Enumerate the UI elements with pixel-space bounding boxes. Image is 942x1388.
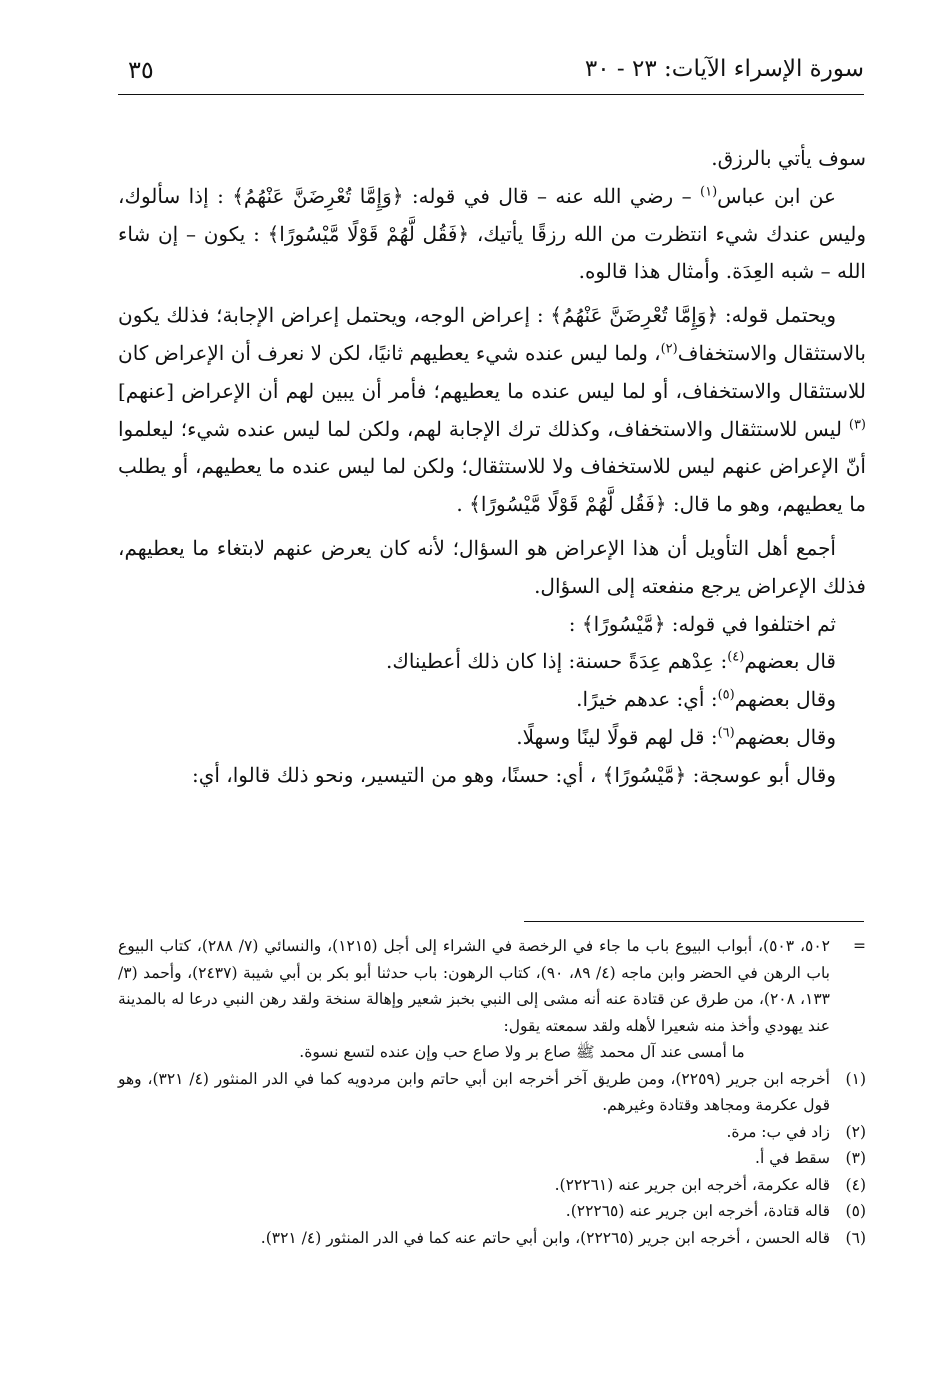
footnote-ref-1[interactable]: (١) (700, 184, 718, 200)
main-text (118, 140, 866, 795)
footnote-3 (118, 1145, 866, 1172)
text: عن ابن عباس (717, 183, 836, 208)
page-header (118, 50, 864, 95)
text: وقال بعضهم (734, 687, 836, 712)
footnote-1 (118, 1066, 866, 1119)
text: ، ولما ليس عنده شيء يعطيهم ثانيًا، لكن لا نعرف أن الإعراض كان للاستثقال والاستخفاف، أو لما ليس عنده ما يعطيهم؛ فأمر أن يبين لهم أن الإعراض [عنهم] (118, 340, 866, 403)
paragraph-4 (118, 530, 866, 606)
footnote-text: سقط في أ. (755, 1149, 830, 1167)
text: قال بعضهم (744, 649, 836, 674)
text: ليس للاستثقال والاستخفاف، وكذلك ترك الإجابة لهم، ولكن لما ليس عنده شيء؛ ليعلموا أنّ الإعراض عنهم ليس للاستخفاف ولا للاستثقال؛ ولكن لما ليس عنده ما يعطيهم، أو يطلب ما يعطيهم، وهو ما قال: ﴿فَقُل لَّهُمْ قَوْلًا مَّيْسُورًا﴾ . (118, 416, 866, 517)
footnote-6 (118, 1225, 866, 1252)
paragraph-3 (118, 297, 866, 524)
footnote-ref-2[interactable]: (٢) (660, 341, 678, 357)
text: : عِدْهم عِدَةً حسنة: إذا كان ذلك أعطيناك. (385, 649, 728, 674)
footnote-mark: (٣) (845, 1149, 866, 1167)
footnote-text: ٥٠٢، ٥٠٣)، أبواب البيوع باب ما جاء في الرخصة في الشراء إلى أجل (١٢١٥)، والنسائي (٧/ ٢٨٨)، كتاب البيوع باب الرهن في الحضر وابن ماجه (٤/ ٨٩، ٩٠)، كتاب الرهون: باب حدثنا أبو بكر بن أبي شيبة (٢٤٣٧)، وأحمد (٣/ ١٣٣، ٢٠٨)، من طرق عن قتادة عنه أنه مشى إلى النبي بخبز شعير وإهالة سنخة ولقد رهن النبي درعا له بالمدينة عند يهودي وأخذ منه شعيرا لأهله ولقد سمعته يقول: (118, 937, 830, 1035)
footnote-mark: (٤) (845, 1175, 866, 1194)
running-title: سورة الإسراء الآيات: ٢٣ - ٣٠ (584, 56, 864, 82)
footnote-mark: (٥) (845, 1202, 866, 1220)
footnote-ref-6[interactable]: (٦) (717, 725, 735, 741)
text: : أي: عدهم خيرًا. (576, 687, 718, 712)
page-number: ٣٥ (128, 56, 154, 84)
footnote-text: قاله الحسن ، أخرجه ابن جرير (٢٢٢٦٥)، وابن أبي حاتم عنه كما في الدر المنثور (٤/ ٣٢١). (260, 1228, 830, 1247)
text: – رضي الله عنه – قال في قوله: ﴿وَإِمَّا تُعْرِضَنَّ عَنْهُمُ﴾ : إذا سألوك، وليس عندك شيء انتظرت من الله رزقًا يأتيك، ﴿فَقُل لَّهُمْ قَوْلًا مَّيْسُورًا﴾ : يكون – إن شاء الله – شبه العِدَة. وأمثال هذا قالوه. (118, 183, 866, 284)
paragraph-1-text: سوف يأتي بالرزق. (711, 146, 866, 170)
paragraph-9 (118, 757, 866, 795)
footnote-text: قاله عكرمة، أخرجه ابن جرير عنه (٢٢٢٦١). (554, 1175, 830, 1194)
footnote-5 (118, 1198, 866, 1225)
text: وقال أبو عوسجة: ﴿مَّيْسُورًا﴾ ، أي: حسنًا، وهو من التيسير، ونحو ذلك قالوا، أي: (191, 762, 836, 787)
continuation-mark: = (853, 937, 866, 955)
footnotes (118, 933, 866, 1251)
paragraph-1 (118, 140, 866, 178)
footnote-ref-5[interactable]: (٥) (717, 687, 735, 703)
paragraph-6 (118, 643, 866, 681)
text: أجمع أهل التأويل أن هذا الإعراض هو السؤال؛ لأنه كان يعرض عنهم لابتغاء ما يعطيهم، فذلك الإعراض يرجع منفعته إلى السؤال. (118, 535, 866, 598)
paragraph-8 (118, 719, 866, 757)
text: ويحتمل قوله: ﴿وَإِمَّا تُعْرِضَنَّ عَنْهُمُ﴾ : إعراض الوجه، ويحتمل إعراض الإجابة؛ فذلك يكون بالاستثقال والاستخفاف (118, 303, 866, 365)
footnote-4 (118, 1172, 866, 1199)
text: وقال بعضهم (734, 724, 836, 749)
footnote-ref-3[interactable]: (٣) (848, 416, 866, 432)
footnote-separator (524, 921, 864, 922)
footnote-2 (118, 1119, 866, 1146)
footnote-mark: (٢) (845, 1122, 866, 1141)
paragraph-2 (118, 178, 866, 291)
footnote-mark: (١) (845, 1069, 866, 1088)
footnote-text: أخرجه ابن جرير (٢٢٥٩)، ومن طريق آخر أخرجه ابن أبي حاتم وابن مردويه كما في الدر المنثور (٤/ ٣٢١)، وهو قول عكرمة ومجاهد وقتادة وغيرهم. (118, 1069, 830, 1114)
paragraph-5 (118, 606, 866, 644)
text: ثم اختلفوا في قوله: ﴿مَّيْسُورًا﴾ : (568, 611, 836, 636)
footnote-ref-4[interactable]: (٤) (727, 649, 745, 665)
hadith-quote: ما أمسى عند آل محمد ﷺ صاع بر ولا صاع حب وإن عنده لتسع نسوة. (299, 1043, 745, 1061)
paragraph-7 (118, 681, 866, 719)
footnote-mark: (٦) (845, 1228, 866, 1247)
text: : قل لهم قولًا لينًا وسهلًا. (516, 724, 718, 749)
footnote-text: زاد في ب: مرة. (726, 1122, 830, 1141)
footnote-text: قاله قتادة، أخرجه ابن جرير عنه (٢٢٢٦٥). (565, 1202, 830, 1220)
footnote-continuation (118, 933, 866, 1039)
